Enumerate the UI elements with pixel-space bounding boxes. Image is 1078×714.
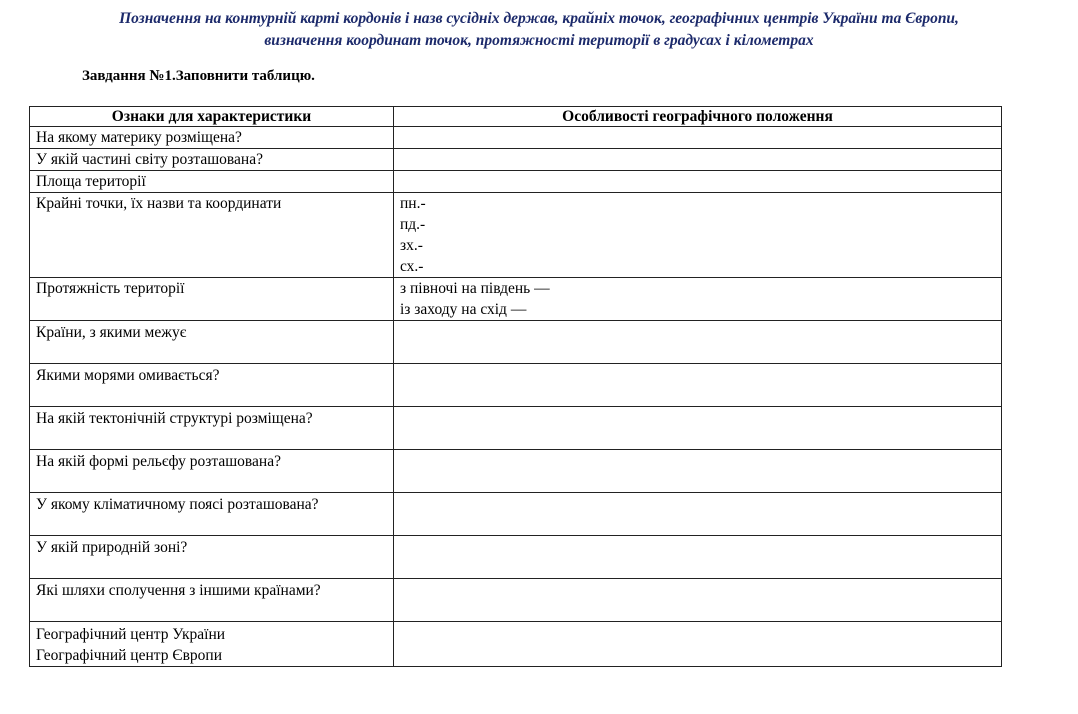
answer-cell[interactable] <box>394 278 1002 321</box>
table-row <box>30 278 1002 321</box>
row-label: Країни, з якими межує <box>30 321 394 364</box>
north-point-label: пн.- <box>400 195 426 212</box>
answer-cell[interactable] <box>394 149 1002 171</box>
table-row <box>30 193 1002 278</box>
europe-center-label: Географічний центр Європи <box>36 647 222 664</box>
table-row <box>30 493 1002 536</box>
title-line-2: визначення координат точок, протяжності території в градусах і кілометрах <box>264 32 814 49</box>
answer-cell[interactable] <box>394 364 1002 407</box>
row-label: У якій природній зоні? <box>30 536 394 579</box>
table-row <box>30 450 1002 493</box>
row-label: На якій тектонічній структурі розміщена? <box>30 407 394 450</box>
answer-cell[interactable] <box>394 407 1002 450</box>
answer-cell[interactable] <box>394 450 1002 493</box>
task-heading: Завдання №1.Заповнити таблицю. <box>82 68 315 84</box>
row-label: Які шляхи сполучення з іншими країнами? <box>30 579 394 622</box>
row-label <box>30 622 394 667</box>
table-row <box>30 407 1002 450</box>
answer-cell[interactable] <box>394 622 1002 667</box>
table-row <box>30 364 1002 407</box>
row-label: Площа території <box>30 171 394 193</box>
page-title <box>0 8 1078 52</box>
answer-cell[interactable] <box>394 193 1002 278</box>
extent-north-south-label: з півночі на південь — <box>400 280 550 297</box>
table-row <box>30 127 1002 149</box>
table-row <box>30 321 1002 364</box>
row-label: У якій частині світу розташована? <box>30 149 394 171</box>
extent-west-east-label: із заходу на схід — <box>400 301 527 318</box>
answer-cell[interactable] <box>394 171 1002 193</box>
row-label: У якому кліматичному поясі розташована? <box>30 493 394 536</box>
characteristics-table <box>29 106 1002 667</box>
east-point-label: сх.- <box>400 258 424 275</box>
table-row <box>30 622 1002 667</box>
row-label: Крайні точки, їх назви та координати <box>30 193 394 278</box>
table-row <box>30 536 1002 579</box>
row-label: На якому материку розміщена? <box>30 127 394 149</box>
title-line-1: Позначення на контурній карті кордонів і назв сусідніх держав, крайніх точок, географічних центрів України та Європи, <box>119 10 959 27</box>
west-point-label: зх.- <box>400 237 423 254</box>
table-header-row <box>30 107 1002 127</box>
ukraine-center-label: Географічний центр України <box>36 626 226 643</box>
column-header-peculiarities: Особливості географічного положення <box>394 107 1002 127</box>
table-row <box>30 579 1002 622</box>
table-row <box>30 171 1002 193</box>
answer-cell[interactable] <box>394 536 1002 579</box>
table-row <box>30 149 1002 171</box>
answer-cell[interactable] <box>394 579 1002 622</box>
answer-cell[interactable] <box>394 127 1002 149</box>
answer-cell[interactable] <box>394 493 1002 536</box>
south-point-label: пд.- <box>400 216 426 233</box>
row-label: Якими морями омивається? <box>30 364 394 407</box>
row-label: На якій формі рельєфу розташована? <box>30 450 394 493</box>
column-header-features: Ознаки для характеристики <box>30 107 394 127</box>
answer-cell[interactable] <box>394 321 1002 364</box>
row-label: Протяжність території <box>30 278 394 321</box>
